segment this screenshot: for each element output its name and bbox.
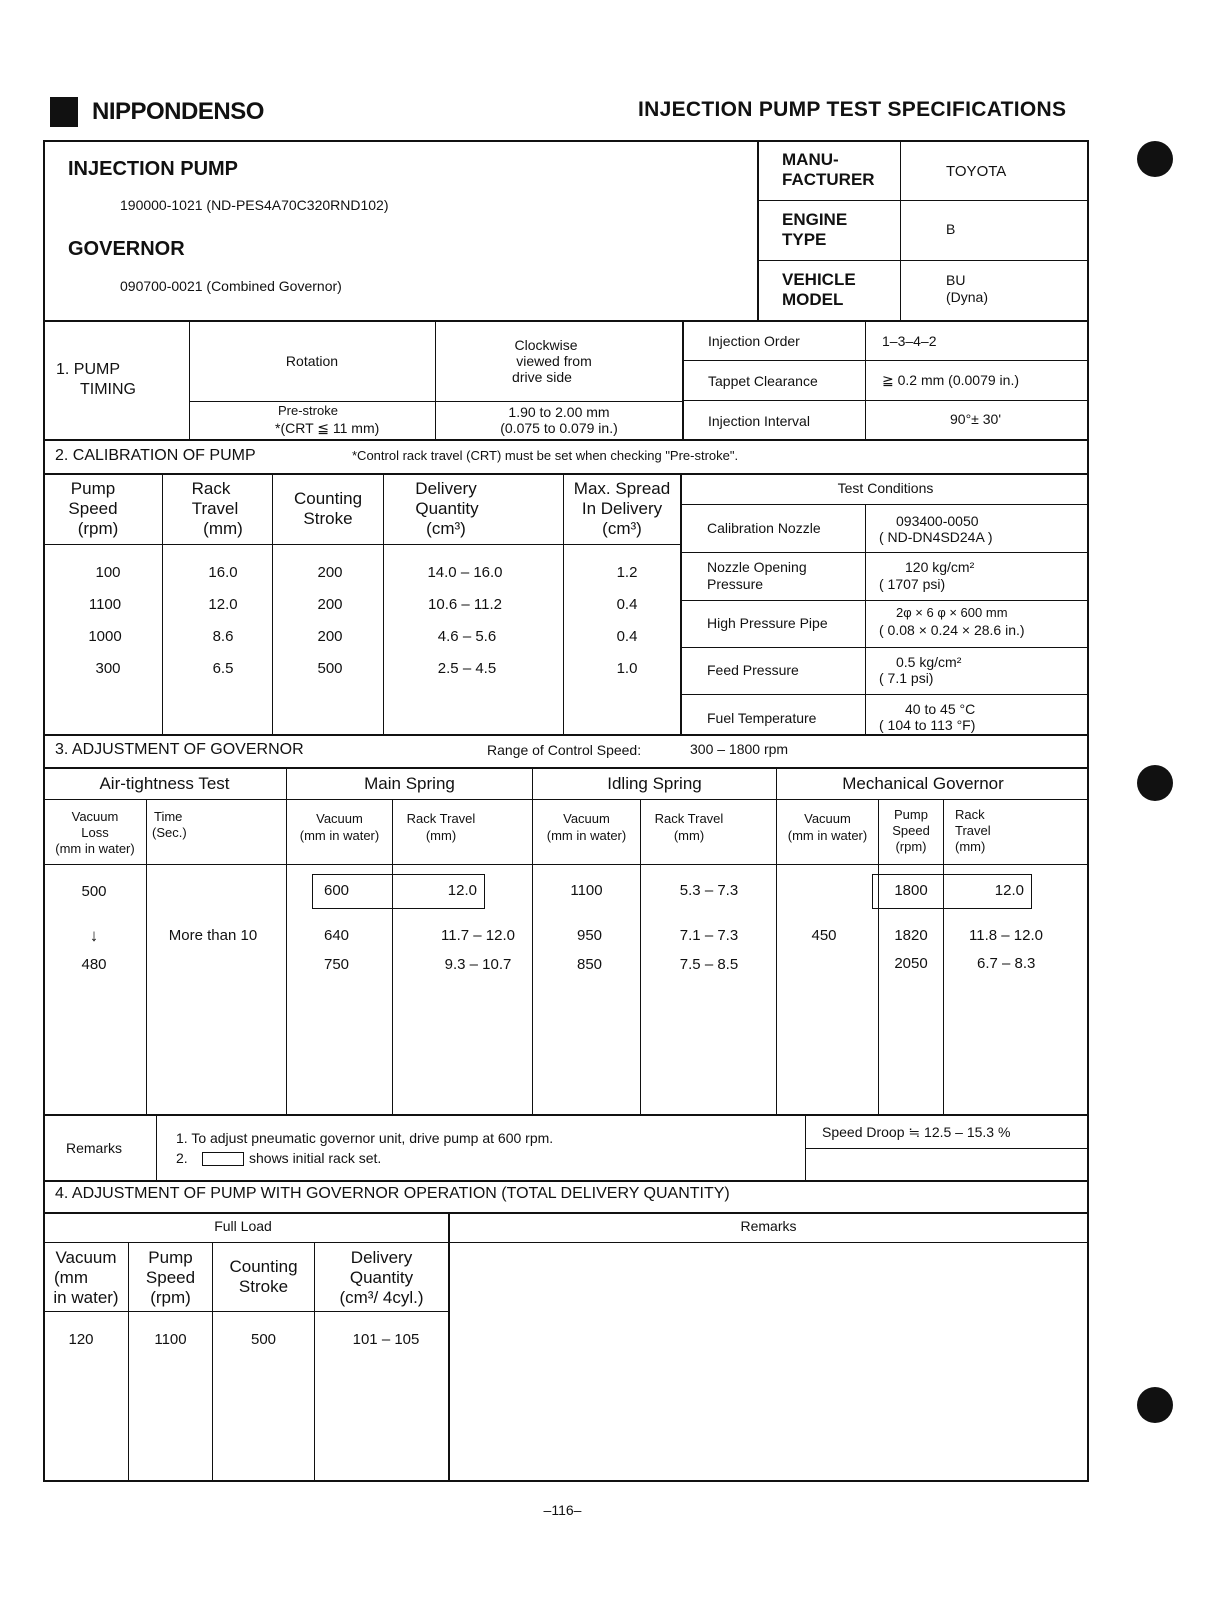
group-header-main: Main Spring (364, 774, 455, 793)
range-label: Range of Control Speed: (487, 742, 642, 758)
air-time: More than 10 (168, 927, 258, 944)
mech-rack: 6.7 – 8.3 (977, 955, 1036, 972)
cal-rack: 16.0 (208, 564, 238, 581)
prestroke-value: (0.075 to 0.079 in.) (500, 420, 618, 436)
engine-value: B (946, 221, 956, 237)
pump-number: 190000-1021 (ND-PES4A70C320RND102) (120, 197, 389, 213)
subheader: Speed (892, 823, 930, 838)
col-header: Delivery (350, 1248, 413, 1267)
col-header: Quantity (349, 1268, 414, 1287)
subheader: (mm in water) (299, 828, 380, 843)
remark-1: 1. To adjust pneumatic governor unit, drive pump at 600 rpm. (176, 1130, 554, 1146)
subheader: Time (154, 809, 183, 824)
rule (43, 1311, 448, 1312)
rule (943, 799, 944, 1115)
range-value: 300 – 1800 rpm (690, 741, 789, 757)
col-header: (mm (54, 1268, 88, 1287)
subheader: Pump (894, 807, 928, 822)
section-1-title: TIMING (80, 381, 136, 398)
rotation-value: viewed from (516, 353, 592, 369)
idling-vacuum: 950 (576, 927, 603, 944)
rule (680, 600, 1089, 601)
rule (682, 360, 1089, 361)
manufacturer-label: FACTURER (782, 170, 875, 189)
rule (680, 647, 1089, 648)
remark-2-number: 2. (176, 1150, 188, 1166)
vehicle-value: BU (946, 272, 966, 288)
subheader: (mm in water) (546, 828, 627, 843)
air-vacuum-start: 500 (81, 883, 107, 900)
group-header-idling: Idling Spring (607, 774, 702, 793)
brand-logo-mark (50, 97, 78, 127)
cal-speed: 100 (95, 564, 121, 581)
cal-speed: 300 (95, 660, 121, 677)
prestroke-label: Pre-stroke (278, 403, 338, 418)
cal-qty: 2.5 – 4.5 (437, 660, 497, 677)
tappet-label: Tappet Clearance (708, 373, 818, 389)
section-3-title: 3. ADJUSTMENT OF GOVERNOR (55, 741, 304, 758)
nozzle-label: Calibration Nozzle (707, 520, 821, 536)
rule (156, 1114, 157, 1182)
rule (680, 504, 1089, 505)
rule (43, 1480, 1089, 1482)
idling-rack: 7.1 – 7.3 (679, 927, 739, 944)
governor-label: GOVERNOR (68, 238, 185, 260)
rule (43, 1212, 1089, 1214)
subheader: (mm) (673, 828, 705, 843)
pipe-value: 2φ × 6 φ × 600 mm (896, 605, 1008, 620)
subheader: Vacuum (804, 811, 851, 826)
main-rack: 9.3 – 10.7 (444, 956, 512, 973)
subheader: (mm) (955, 839, 986, 854)
manufacturer-label: MANU- (782, 150, 839, 169)
col-header: Delivery (415, 479, 477, 498)
engine-label: ENGINE (782, 210, 848, 229)
col-header: Speed (145, 1268, 196, 1287)
opening-label: Nozzle Opening (707, 559, 807, 575)
rule (805, 1148, 1089, 1149)
rule (1087, 140, 1089, 1482)
subheader: (mm in water) (55, 841, 135, 856)
col-header: (cm³) (602, 519, 642, 538)
engine-label: TYPE (782, 230, 827, 249)
injection-order-label: Injection Order (708, 333, 800, 349)
col-header: (cm³/ 4cyl.) (339, 1288, 424, 1307)
cal-spread: 0.4 (616, 628, 638, 645)
rule (682, 320, 684, 440)
col-header: Stroke (238, 1277, 289, 1296)
injection-pump-label: INJECTION PUMP (68, 158, 239, 180)
main-vacuum: 600 (324, 882, 350, 899)
pipe-value: ( 0.08 × 0.24 × 28.6 in.) (879, 622, 1025, 638)
vehicle-label: MODEL (782, 290, 844, 309)
full-load-label: Full Load (214, 1218, 272, 1234)
rule (146, 799, 147, 1115)
col-header: In Delivery (581, 499, 663, 518)
idling-rack: 5.3 – 7.3 (679, 882, 739, 899)
rule (43, 799, 1089, 800)
remark-2-text: shows initial rack set. (249, 1150, 382, 1166)
col-header: Speed (68, 499, 118, 518)
col-header: in water) (53, 1288, 119, 1307)
opening-label: Pressure (707, 576, 764, 592)
punch-hole (1137, 1387, 1173, 1423)
rule (757, 260, 1089, 261)
vehicle-label: VEHICLE (782, 270, 856, 289)
rule (900, 140, 901, 322)
test-conditions-title: Test Conditions (837, 480, 934, 496)
air-vacuum-end: 480 (81, 956, 107, 973)
rule (43, 140, 1089, 142)
main-rack: 12.0 (447, 882, 477, 899)
mech-speed: 2050 (894, 955, 928, 972)
cal-spread: 1.0 (616, 660, 638, 677)
subheader: (Sec.) (152, 825, 187, 840)
idling-rack: 7.5 – 8.5 (679, 956, 739, 973)
col-header: Rack (191, 479, 231, 498)
rule (43, 734, 1089, 736)
subheader: Loss (81, 825, 109, 840)
brand-name: NIPPONDENSO (92, 98, 264, 125)
calibration-note: *Control rack travel (CRT) must be set when checking "Pre-stroke". (352, 448, 739, 463)
rule (680, 552, 1089, 553)
col-header: Max. Spread (573, 479, 671, 498)
vehicle-value: (Dyna) (946, 289, 989, 305)
nozzle-value: 093400-0050 (896, 513, 979, 529)
subheader: (mm in water) (787, 828, 868, 843)
cal-stroke: 500 (317, 660, 343, 677)
col-header: Counting (293, 489, 363, 508)
col-header: (rpm) (77, 519, 119, 538)
fuel-value: ( 104 to 113 °F) (879, 717, 976, 733)
rule (757, 200, 1089, 201)
mech-rack: 12.0 (994, 882, 1024, 899)
full-load-vacuum: 120 (68, 1331, 94, 1348)
col-header: (rpm) (150, 1288, 191, 1307)
mech-rack: 11.8 – 12.0 (969, 927, 1043, 944)
fuel-value: 40 to 45 °C (905, 701, 976, 717)
cal-rack: 12.0 (208, 596, 238, 613)
col-header: (cm³) (426, 519, 466, 538)
cal-spread: 1.2 (616, 564, 638, 581)
rule (189, 320, 190, 440)
group-header-air: Air-tightness Test (99, 774, 230, 793)
cal-stroke: 200 (317, 564, 343, 581)
cal-qty: 10.6 – 11.2 (428, 596, 502, 613)
subheader: Rack Travel (406, 811, 476, 826)
interval-value: 90°± 30' (950, 411, 1001, 427)
page-title: INJECTION PUMP TEST SPECIFICATIONS (638, 98, 1067, 121)
col-header: Vacuum (55, 1248, 117, 1267)
subheader: Vacuum (71, 809, 119, 824)
section-2-title: 2. CALIBRATION OF PUMP (55, 447, 256, 464)
rule (682, 400, 1089, 401)
cal-speed: 1100 (88, 596, 122, 613)
idling-vacuum: 850 (576, 956, 603, 973)
subheader: Vacuum (316, 811, 363, 826)
rule (43, 544, 680, 545)
section-4-title: 4. ADJUSTMENT OF PUMP WITH GOVERNOR OPERATION (TOTAL DELIVERY QUANTITY) (55, 1185, 730, 1202)
prestroke-value: 1.90 to 2.00 mm (508, 404, 610, 420)
interval-label: Injection Interval (708, 413, 810, 429)
col-header: Quantity (415, 499, 479, 518)
cal-speed: 1000 (88, 628, 122, 645)
prestroke-label: *(CRT ≦ 11 mm) (275, 420, 380, 436)
col-header: Pump (70, 479, 116, 498)
full-load-speed: 1100 (154, 1331, 187, 1348)
col-header: Counting (229, 1257, 298, 1276)
cal-rack: 6.5 (212, 660, 234, 677)
rule (43, 1242, 1089, 1243)
col-header: Travel (191, 499, 239, 518)
subheader: Travel (955, 823, 991, 838)
rule (43, 473, 1089, 475)
remarks-label: Remarks (66, 1140, 123, 1156)
opening-value: 120 kg/cm² (905, 559, 975, 575)
col-header: Pump (148, 1248, 193, 1267)
main-vacuum: 750 (324, 956, 350, 973)
cal-spread: 0.4 (616, 596, 638, 613)
mech-speed: 1800 (894, 882, 928, 899)
nozzle-value: ( ND-DN4SD24A ) (879, 529, 993, 545)
punch-hole (1137, 141, 1173, 177)
fuel-label: Fuel Temperature (707, 710, 817, 726)
remarks-label: Remarks (740, 1218, 797, 1234)
rule (865, 504, 866, 735)
feed-value: 0.5 kg/cm² (896, 654, 962, 670)
rule (189, 401, 682, 402)
rule (43, 864, 1089, 865)
feed-label: Feed Pressure (707, 662, 799, 678)
pipe-label: High Pressure Pipe (707, 615, 828, 631)
main-vacuum: 640 (324, 927, 350, 944)
subheader: (rpm) (895, 839, 927, 854)
subheader: (mm) (425, 828, 457, 843)
section-1-title: 1. PUMP (56, 361, 121, 378)
rack-set-box-symbol (202, 1152, 244, 1166)
rule (680, 694, 1089, 695)
rule (43, 767, 1089, 769)
rule (43, 1180, 1089, 1182)
subheader: Vacuum (563, 811, 610, 826)
subheader: Rack (955, 807, 985, 822)
group-header-mech: Mechanical Governor (842, 774, 1004, 793)
rotation-value: drive side (512, 369, 572, 385)
cal-qty: 14.0 – 16.0 (427, 564, 503, 581)
manufacturer-value: TOYOTA (946, 163, 1007, 180)
col-header: Stroke (303, 509, 353, 528)
opening-value: ( 1707 psi) (879, 576, 946, 592)
full-load-stroke: 500 (250, 1331, 277, 1348)
cal-stroke: 200 (317, 628, 343, 645)
col-header: (mm) (203, 519, 243, 538)
main-rack: 11.7 – 12.0 (441, 927, 515, 944)
cal-rack: 8.6 (212, 628, 234, 645)
mech-speed: 1820 (894, 927, 928, 944)
rule (43, 439, 1089, 441)
injection-order-value: 1–3–4–2 (882, 333, 937, 349)
rule (43, 1114, 1089, 1116)
cal-qty: 4.6 – 5.6 (437, 628, 497, 645)
speed-droop: Speed Droop ≒ 12.5 – 15.3 % (822, 1124, 1011, 1140)
down-arrow-icon: ↓ (89, 926, 99, 945)
rule (757, 140, 759, 322)
page-number: –116– (543, 1502, 582, 1518)
rotation-label: Rotation (285, 353, 339, 369)
feed-value: ( 7.1 psi) (879, 670, 934, 686)
governor-number: 090700-0021 (Combined Governor) (120, 278, 342, 294)
punch-hole (1137, 765, 1173, 801)
rule (865, 320, 866, 440)
cal-stroke: 200 (317, 596, 343, 613)
full-load-qty: 101 – 105 (352, 1331, 420, 1348)
subheader: Rack Travel (654, 811, 724, 826)
mech-vacuum: 450 (811, 927, 837, 944)
tappet-value: ≧ 0.2 mm (0.0079 in.) (882, 372, 1020, 388)
idling-vacuum: 1100 (570, 882, 603, 899)
rotation-value: Clockwise (514, 337, 578, 353)
rule (43, 320, 1089, 322)
